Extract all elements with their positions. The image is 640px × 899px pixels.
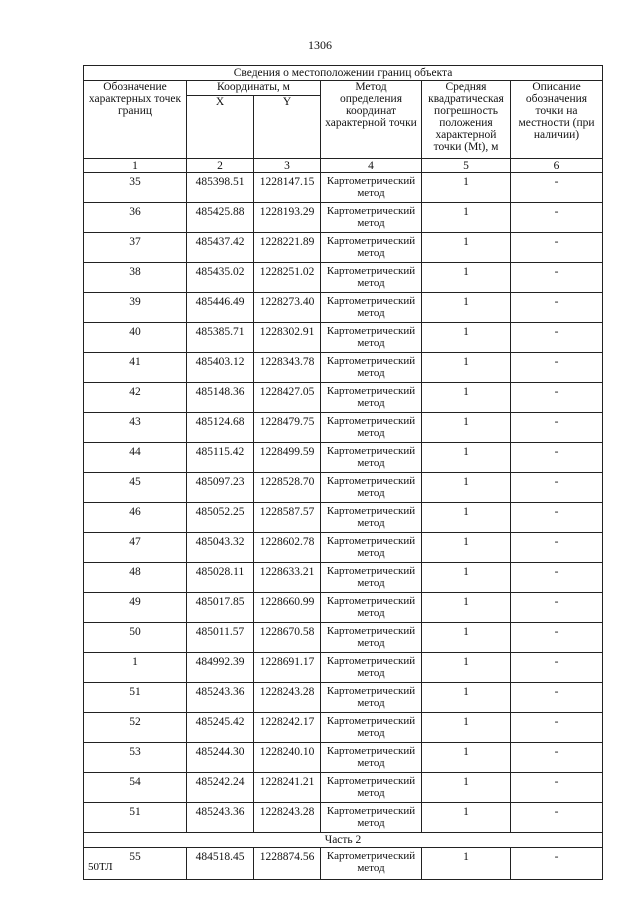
point-cell: 47 bbox=[84, 533, 187, 563]
error-cell: 1 bbox=[422, 173, 511, 203]
method-cell: Картометрический метод bbox=[321, 743, 422, 773]
y-coordinate-cell: 1228602.78 bbox=[254, 533, 321, 563]
table-row bbox=[84, 563, 603, 593]
description-cell: - bbox=[511, 773, 603, 803]
point-cell: 48 bbox=[84, 563, 187, 593]
y-coordinate-cell: 1228147.15 bbox=[254, 173, 321, 203]
x-coordinate-cell: 485097.23 bbox=[187, 473, 254, 503]
error-cell: 1 bbox=[422, 848, 511, 880]
error-cell: 1 bbox=[422, 743, 511, 773]
description-cell: - bbox=[511, 533, 603, 563]
point-cell: 39 bbox=[84, 293, 187, 323]
description-cell: - bbox=[511, 593, 603, 623]
description-cell: - bbox=[511, 473, 603, 503]
description-cell: - bbox=[511, 803, 603, 833]
table-row bbox=[84, 473, 603, 503]
table-row bbox=[84, 323, 603, 353]
error-cell: 1 bbox=[422, 623, 511, 653]
error-cell: 1 bbox=[422, 203, 511, 233]
description-cell: - bbox=[511, 353, 603, 383]
x-coordinate-cell: 485243.36 bbox=[187, 803, 254, 833]
error-cell: 1 bbox=[422, 263, 511, 293]
column-number: 6 bbox=[511, 159, 603, 173]
part-label: Часть 2 bbox=[84, 833, 603, 848]
description-cell: - bbox=[511, 653, 603, 683]
column-number-row bbox=[84, 159, 603, 173]
part-2-body bbox=[84, 833, 603, 880]
table-row bbox=[84, 443, 603, 473]
description-cell: - bbox=[511, 263, 603, 293]
column-number: 4 bbox=[321, 159, 422, 173]
point-cell: 37 bbox=[84, 233, 187, 263]
method-cell: Картометрический метод bbox=[321, 593, 422, 623]
y-coordinate-cell: 1228633.21 bbox=[254, 563, 321, 593]
x-coordinate-cell: 485043.32 bbox=[187, 533, 254, 563]
header-coordinates: Координаты, м bbox=[187, 81, 321, 96]
method-cell: Картометрический метод bbox=[321, 653, 422, 683]
y-coordinate-cell: 1228273.40 bbox=[254, 293, 321, 323]
point-cell: 38 bbox=[84, 263, 187, 293]
y-coordinate-cell: 1228241.21 bbox=[254, 773, 321, 803]
table-row bbox=[84, 203, 603, 233]
description-cell: - bbox=[511, 848, 603, 880]
description-cell: - bbox=[511, 683, 603, 713]
method-cell: Картометрический метод bbox=[321, 713, 422, 743]
error-cell: 1 bbox=[422, 323, 511, 353]
method-cell: Картометрический метод bbox=[321, 173, 422, 203]
error-cell: 1 bbox=[422, 383, 511, 413]
header-y: Y bbox=[254, 96, 321, 159]
error-cell: 1 bbox=[422, 653, 511, 683]
y-coordinate-cell: 1228691.17 bbox=[254, 653, 321, 683]
table-row bbox=[84, 383, 603, 413]
table-row bbox=[84, 623, 603, 653]
table-row bbox=[84, 713, 603, 743]
x-coordinate-cell: 485385.71 bbox=[187, 323, 254, 353]
point-cell: 44 bbox=[84, 443, 187, 473]
y-coordinate-cell: 1228251.02 bbox=[254, 263, 321, 293]
method-cell: Картометрический метод bbox=[321, 683, 422, 713]
y-coordinate-cell: 1228242.17 bbox=[254, 713, 321, 743]
y-coordinate-cell: 1228193.29 bbox=[254, 203, 321, 233]
x-coordinate-cell: 485028.11 bbox=[187, 563, 254, 593]
x-coordinate-cell: 484518.45 bbox=[187, 848, 254, 880]
column-number: 5 bbox=[422, 159, 511, 173]
method-cell: Картометрический метод bbox=[321, 383, 422, 413]
x-coordinate-cell: 485052.25 bbox=[187, 503, 254, 533]
column-number: 3 bbox=[254, 159, 321, 173]
x-coordinate-cell: 485245.42 bbox=[187, 713, 254, 743]
point-cell: 51 bbox=[84, 803, 187, 833]
method-cell: Картометрический метод bbox=[321, 473, 422, 503]
point-cell: 40 bbox=[84, 323, 187, 353]
method-cell: Картометрический метод bbox=[321, 773, 422, 803]
table-row bbox=[84, 653, 603, 683]
point-cell: 41 bbox=[84, 353, 187, 383]
description-cell: - bbox=[511, 173, 603, 203]
point-cell: 35 bbox=[84, 173, 187, 203]
description-cell: - bbox=[511, 413, 603, 443]
description-cell: - bbox=[511, 293, 603, 323]
x-coordinate-cell: 485017.85 bbox=[187, 593, 254, 623]
table-row bbox=[84, 848, 603, 880]
y-coordinate-cell: 1228240.10 bbox=[254, 743, 321, 773]
error-cell: 1 bbox=[422, 443, 511, 473]
method-cell: Картометрический метод bbox=[321, 233, 422, 263]
x-coordinate-cell: 485148.36 bbox=[187, 383, 254, 413]
y-coordinate-cell: 1228587.57 bbox=[254, 503, 321, 533]
table-row bbox=[84, 263, 603, 293]
point-cell: 1 bbox=[84, 653, 187, 683]
error-cell: 1 bbox=[422, 473, 511, 503]
point-cell: 54 bbox=[84, 773, 187, 803]
error-cell: 1 bbox=[422, 593, 511, 623]
point-cell: 42 bbox=[84, 383, 187, 413]
table-row bbox=[84, 773, 603, 803]
column-number: 2 bbox=[187, 159, 254, 173]
x-coordinate-cell: 485403.12 bbox=[187, 353, 254, 383]
description-cell: - bbox=[511, 743, 603, 773]
method-cell: Картометрический метод bbox=[321, 503, 422, 533]
x-coordinate-cell: 485011.57 bbox=[187, 623, 254, 653]
boundary-coordinates-table bbox=[83, 65, 603, 880]
description-cell: - bbox=[511, 623, 603, 653]
method-cell: Картометрический метод bbox=[321, 323, 422, 353]
description-cell: - bbox=[511, 233, 603, 263]
y-coordinate-cell: 1228528.70 bbox=[254, 473, 321, 503]
y-coordinate-cell: 1228243.28 bbox=[254, 803, 321, 833]
header-x: X bbox=[187, 96, 254, 159]
header-description: Описание обозначения точки на местности (при наличии) bbox=[511, 81, 603, 159]
error-cell: 1 bbox=[422, 233, 511, 263]
method-cell: Картометрический метод bbox=[321, 353, 422, 383]
method-cell: Картометрический метод bbox=[321, 203, 422, 233]
point-cell: 52 bbox=[84, 713, 187, 743]
x-coordinate-cell: 485435.02 bbox=[187, 263, 254, 293]
x-coordinate-cell: 485124.68 bbox=[187, 413, 254, 443]
table-row bbox=[84, 233, 603, 263]
page-number: 1306 bbox=[308, 38, 332, 52]
error-cell: 1 bbox=[422, 773, 511, 803]
description-cell: - bbox=[511, 203, 603, 233]
y-coordinate-cell: 1228499.59 bbox=[254, 443, 321, 473]
error-cell: 1 bbox=[422, 533, 511, 563]
point-cell: 50 bbox=[84, 623, 187, 653]
x-coordinate-cell: 484992.39 bbox=[187, 653, 254, 683]
method-cell: Картометрический метод bbox=[321, 533, 422, 563]
error-cell: 1 bbox=[422, 803, 511, 833]
table-body bbox=[84, 173, 603, 833]
x-coordinate-cell: 485244.30 bbox=[187, 743, 254, 773]
y-coordinate-cell: 1228243.28 bbox=[254, 683, 321, 713]
x-coordinate-cell: 485437.42 bbox=[187, 233, 254, 263]
x-coordinate-cell: 485398.51 bbox=[187, 173, 254, 203]
point-cell: 36 bbox=[84, 203, 187, 233]
y-coordinate-cell: 1228670.58 bbox=[254, 623, 321, 653]
description-cell: - bbox=[511, 503, 603, 533]
header-designation: Обозначение характерных точек границ bbox=[84, 81, 187, 159]
x-coordinate-cell: 485425.88 bbox=[187, 203, 254, 233]
method-cell: Картометрический метод bbox=[321, 623, 422, 653]
table-row bbox=[84, 353, 603, 383]
error-cell: 1 bbox=[422, 713, 511, 743]
y-coordinate-cell: 1228302.91 bbox=[254, 323, 321, 353]
x-coordinate-cell: 485446.49 bbox=[187, 293, 254, 323]
y-coordinate-cell: 1228221.89 bbox=[254, 233, 321, 263]
x-coordinate-cell: 485242.24 bbox=[187, 773, 254, 803]
error-cell: 1 bbox=[422, 503, 511, 533]
table-row bbox=[84, 533, 603, 563]
error-cell: 1 bbox=[422, 563, 511, 593]
method-cell: Картометрический метод bbox=[321, 803, 422, 833]
y-coordinate-cell: 1228660.99 bbox=[254, 593, 321, 623]
point-cell: 55 bbox=[84, 848, 187, 880]
y-coordinate-cell: 1228343.78 bbox=[254, 353, 321, 383]
method-cell: Картометрический метод bbox=[321, 413, 422, 443]
table-row bbox=[84, 803, 603, 833]
method-cell: Картометрический метод bbox=[321, 848, 422, 880]
error-cell: 1 bbox=[422, 353, 511, 383]
table-row bbox=[84, 293, 603, 323]
method-cell: Картометрический метод bbox=[321, 563, 422, 593]
error-cell: 1 bbox=[422, 683, 511, 713]
y-coordinate-cell: 1228427.05 bbox=[254, 383, 321, 413]
header-error: Средняя квадратическая погрешность положения характерной точки (Mt), м bbox=[422, 81, 511, 159]
description-cell: - bbox=[511, 713, 603, 743]
table-row bbox=[84, 173, 603, 203]
point-cell: 43 bbox=[84, 413, 187, 443]
column-number: 1 bbox=[84, 159, 187, 173]
x-coordinate-cell: 485243.36 bbox=[187, 683, 254, 713]
error-cell: 1 bbox=[422, 293, 511, 323]
point-cell: 46 bbox=[84, 503, 187, 533]
header-method: Метод определения координат характерной точки bbox=[321, 81, 422, 159]
method-cell: Картометрический метод bbox=[321, 263, 422, 293]
description-cell: - bbox=[511, 563, 603, 593]
method-cell: Картометрический метод bbox=[321, 293, 422, 323]
point-cell: 53 bbox=[84, 743, 187, 773]
table-title: Сведения о местоположении границ объекта bbox=[84, 66, 603, 81]
table-row bbox=[84, 413, 603, 443]
description-cell: - bbox=[511, 323, 603, 353]
footer-code: 50ТЛ bbox=[88, 861, 113, 873]
x-coordinate-cell: 485115.42 bbox=[187, 443, 254, 473]
point-cell: 51 bbox=[84, 683, 187, 713]
error-cell: 1 bbox=[422, 413, 511, 443]
part-header-row bbox=[84, 833, 603, 848]
point-cell: 45 bbox=[84, 473, 187, 503]
table-row bbox=[84, 683, 603, 713]
point-cell: 49 bbox=[84, 593, 187, 623]
y-coordinate-cell: 1228874.56 bbox=[254, 848, 321, 880]
method-cell: Картометрический метод bbox=[321, 443, 422, 473]
description-cell: - bbox=[511, 443, 603, 473]
y-coordinate-cell: 1228479.75 bbox=[254, 413, 321, 443]
description-cell: - bbox=[511, 383, 603, 413]
table-row bbox=[84, 593, 603, 623]
table-row bbox=[84, 743, 603, 773]
table-row bbox=[84, 503, 603, 533]
